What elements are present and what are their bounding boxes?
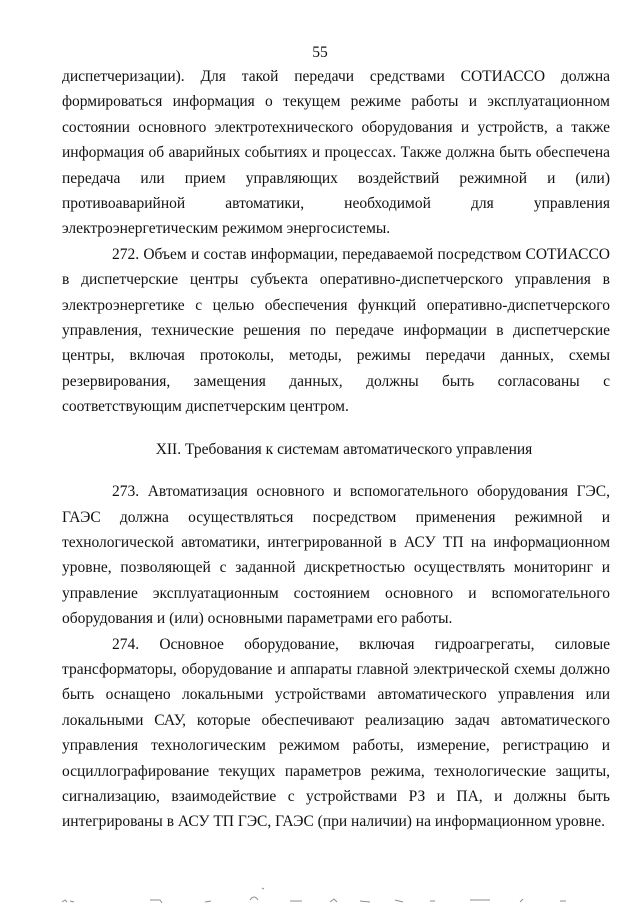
paragraph-273: 273. Автоматизация основного и вспомогательного оборудования ГЭС, ГАЭС должна осуществляться посредством применения режимной и технологической автоматики, интегрированной в АСУ ТП на информационном уровне, позволяющей с заданной дискретностью осуществлять мониторинг и управление эксплуатационным состоянием основного и вспомогательного оборудования и (или) основными параметрами его работы. — [62, 483, 610, 628]
section-heading: XII. Требования к системам автоматического управления — [155, 440, 533, 458]
paragraph-274: 274. Основное оборудование, включая гидроагрегаты, силовые трансформаторы, оборудование и аппараты главной электрической схемы должно быть оснащено локальными устройствами автоматического управления или локальными САУ, которые обеспечивают реализацию задач автоматического управления технологическим режимом работы, измерение, регистрацию и осциллографирование текущих параметров режима, технологические защиты, сигнализацию, взаимодействие с устройствами РЗ и ПА, и должны быть интегрированы в АСУ ТП ГЭС, ГАЭС (при наличии) на информационном уровне. — [62, 635, 610, 831]
page-number: 55 — [312, 44, 328, 61]
scan-artifacts — [0, 880, 640, 905]
paragraph-272: 272. Объем и состав информации, передаваемой посредством СОТИАССО в диспетчерские центры субъекта оперативно-диспетчерского управления в электроэнергетике с целью обеспечения функций оперативно-диспетчерского управления, технические решения по передаче информации в диспетчерские центры, включая протоколы, методы, режимы передачи данных, схемы резервирования, замещения данных, должны быть согласованы с соответствующим диспетчерским центром. — [62, 245, 610, 416]
paragraph-continuation: диспетчеризации). Для такой передачи средствами СОТИАССО должна формироваться информация о текущем режиме работы и эксплуатационном состоянии основного электротехнического оборудования и устройств, а также информация об аварийных событиях и процессах. Также должна быть обеспечена передача или прием управляющих воздействий режимной и (или) противоаварийной автоматики, необходимой для управления электроэнергетическим режимом энергосистемы. — [62, 68, 610, 238]
document-body — [62, 64, 610, 835]
